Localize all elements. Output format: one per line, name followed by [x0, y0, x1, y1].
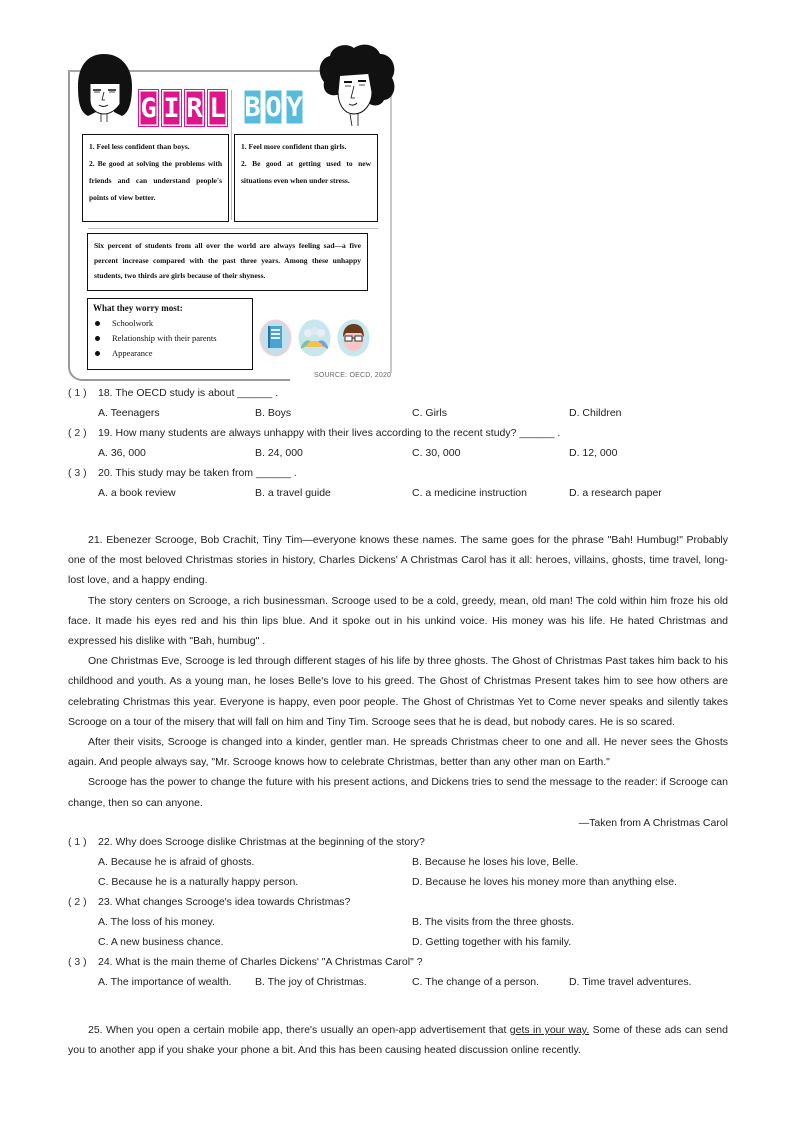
bullet-icon: [95, 351, 100, 356]
oecd-infographic: [60, 40, 400, 385]
passage-paragraph: Scrooge has the power to change the future with his present actions, and Dickens tries to send the message to the reader: if Scrooge can change, then so can anyone.: [68, 776, 728, 809]
option-d[interactable]: D. 12, 000: [569, 447, 618, 459]
underlined-phrase: gets in your way.: [509, 1024, 590, 1036]
worry-item: [93, 331, 247, 346]
option-a[interactable]: A. 36, 000: [98, 447, 146, 459]
option-b[interactable]: B. Boys: [255, 407, 292, 419]
passage-paragraph: 21. Ebenezer Scrooge, Bob Crachit, Tiny Tim—everyone knows these names. The same goes for the phrase "Bah! Humbug!" Probably one of the most beloved Christmas stories in history, Charles Dickens' A Christmas Carol has it all: heroes, villains, ghosts, time travel, long-lost love, and a happy ending.: [68, 534, 728, 587]
girl-title-letter: L: [207, 89, 228, 127]
option-b[interactable]: B. The joy of Christmas.: [255, 976, 367, 988]
option-d[interactable]: D. Time travel adventures.: [569, 976, 692, 988]
option-c[interactable]: C. Because he is a naturally happy person.: [98, 876, 299, 888]
question-number: ( 1 ): [68, 836, 87, 848]
passage-25-text-start: 25. When you open a certain mobile app, there's usually an open-app advertisement that: [88, 1024, 510, 1036]
option-b[interactable]: B. 24, 000: [255, 447, 303, 459]
boy-title-letter: O: [264, 89, 283, 125]
option-b[interactable]: B. a travel guide: [255, 487, 331, 499]
option-c[interactable]: C. The change of a person.: [412, 976, 540, 988]
option-c[interactable]: C. a medicine instruction: [412, 487, 527, 499]
question-number: ( 1 ): [68, 387, 87, 399]
worry-item-label: Schoolwork: [112, 318, 154, 328]
option-a[interactable]: A. a book review: [98, 487, 176, 499]
bullet-icon: [95, 336, 100, 341]
passage-21: [68, 530, 728, 833]
question-number: ( 2 ): [68, 896, 87, 908]
passage-paragraph: [68, 1020, 728, 1060]
passage-25: [68, 1020, 728, 1060]
girl-traits-box: [82, 134, 229, 222]
question-number: ( 2 ): [68, 427, 87, 439]
group-people-icon: [298, 319, 331, 357]
passage-attribution: —Taken from A Christmas Carol: [578, 816, 728, 829]
option-c[interactable]: C. 30, 000: [412, 447, 461, 459]
boy-cartoon-icon: [314, 42, 398, 128]
boy-title-letter: B: [243, 89, 262, 125]
option-a[interactable]: A. Because he is afraid of ghosts.: [98, 856, 255, 868]
option-a[interactable]: A. Teenagers: [98, 407, 160, 419]
option-b[interactable]: B. The visits from the three ghosts.: [412, 916, 575, 928]
girl-title-letter: I: [161, 89, 182, 127]
horizontal-divider: [88, 228, 378, 229]
option-d[interactable]: D. Children: [569, 407, 622, 419]
bullet-icon: [95, 321, 100, 326]
option-d[interactable]: D. Getting together with his family.: [412, 936, 572, 948]
question-19-text: 19. How many students are always unhappy with their lives according to the recent study? ______ .: [98, 427, 561, 439]
girl-title-letter: G: [138, 89, 159, 127]
statistics-box: Six percent of students from all over the world are always feeling sad—a five percent increase compared with the past three years. Among these unhappy students, two thirds are girls because of their shyness.: [87, 233, 368, 291]
boy-trait-2: 2. Be good at getting used to new situations even when under stress.: [241, 159, 371, 185]
passage-25-text-end: Some of these ads can send you to another app if you shake your phone a bit. And this has been causing heated discussion online recently.: [68, 1024, 728, 1057]
vertical-divider: [231, 90, 232, 220]
girl-title: [138, 89, 228, 127]
worry-item: [93, 346, 247, 361]
option-c[interactable]: C. A new business chance.: [98, 936, 224, 948]
option-a[interactable]: A. The loss of his money.: [98, 916, 215, 928]
option-a[interactable]: A. The importance of wealth.: [98, 976, 232, 988]
question-number: ( 3 ): [68, 956, 87, 968]
glasses-face-icon: [337, 319, 370, 357]
worry-item-label: Relationship with their parents: [112, 333, 217, 343]
boy-trait-1: 1. Feel more confident than girls.: [241, 142, 347, 151]
girl-title-letter: R: [184, 89, 205, 127]
passage-paragraph: After their visits, Scrooge is changed into a kinder, gentler man. He spreads Christmas cheer to one and all. He never sees the Ghosts again. And people always say, "Mr. Scrooge knows how to celebrate Christmas, better than any other man on Earth.": [68, 736, 728, 769]
worry-item-label: Appearance: [112, 348, 153, 358]
boy-title-letter: Y: [285, 89, 304, 125]
worries-title: What they worry most:: [93, 303, 183, 313]
girl-trait-1: 1. Feel less confident than boys.: [89, 142, 190, 151]
question-number: ( 3 ): [68, 467, 87, 479]
girl-cartoon-icon: [74, 52, 134, 126]
passage-paragraph: The story centers on Scrooge, a rich businessman. Scrooge used to be a cold, greedy, mean, old man! The cold within him froze his old face. It made his eyes red and his thin lips blue. And it spoke out in his unkind voice. His money was his life. He hated Christmas and expressed his dislike with "Bah, humbug" .: [68, 594, 728, 648]
notebook-icon: [259, 319, 292, 357]
option-c[interactable]: C. Girls: [412, 407, 447, 419]
passage-paragraph: One Christmas Eve, Scrooge is led through different stages of his life by three ghosts. The Ghost of Christmas Past takes him back to his childhood and youth. As a young man, he loses Belle's love to his greed. The Ghost of Christmas Present takes him to see how others are celebrating Christmas this year. Everyone is happy, even poor people. The Ghost of Christmas Yet to Come never speaks and silently takes Scrooge on a tour of the misery that will fall on him and Tiny Tim. Scrooge sees that he is dead, but nobody cares. He is so scared.: [68, 655, 728, 728]
question-22-text: 22. Why does Scrooge dislike Christmas at the beginning of the story?: [98, 836, 425, 848]
question-23-text: 23. What changes Scrooge's idea towards Christmas?: [98, 896, 351, 908]
question-24-text: 24. What is the main theme of Charles Dickens' "A Christmas Carol" ?: [98, 956, 423, 968]
option-d[interactable]: D. a research paper: [569, 487, 662, 499]
worry-item: [93, 316, 247, 331]
boy-title: [243, 89, 304, 125]
option-b[interactable]: B. Because he loses his love, Belle.: [412, 856, 579, 868]
question-20-text: 20. This study may be taken from ______ .: [98, 467, 297, 479]
question-18-text: 18. The OECD study is about ______ .: [98, 387, 279, 399]
option-d[interactable]: D. Because he loves his money more than anything else.: [412, 876, 677, 888]
worries-box: [87, 298, 253, 370]
girl-trait-2: 2. Be good at solving the problems with friends and can understand people's points of view better.: [89, 159, 222, 202]
boy-traits-box: [234, 134, 378, 222]
source-label: SOURCE: OECD, 2020: [314, 372, 392, 379]
